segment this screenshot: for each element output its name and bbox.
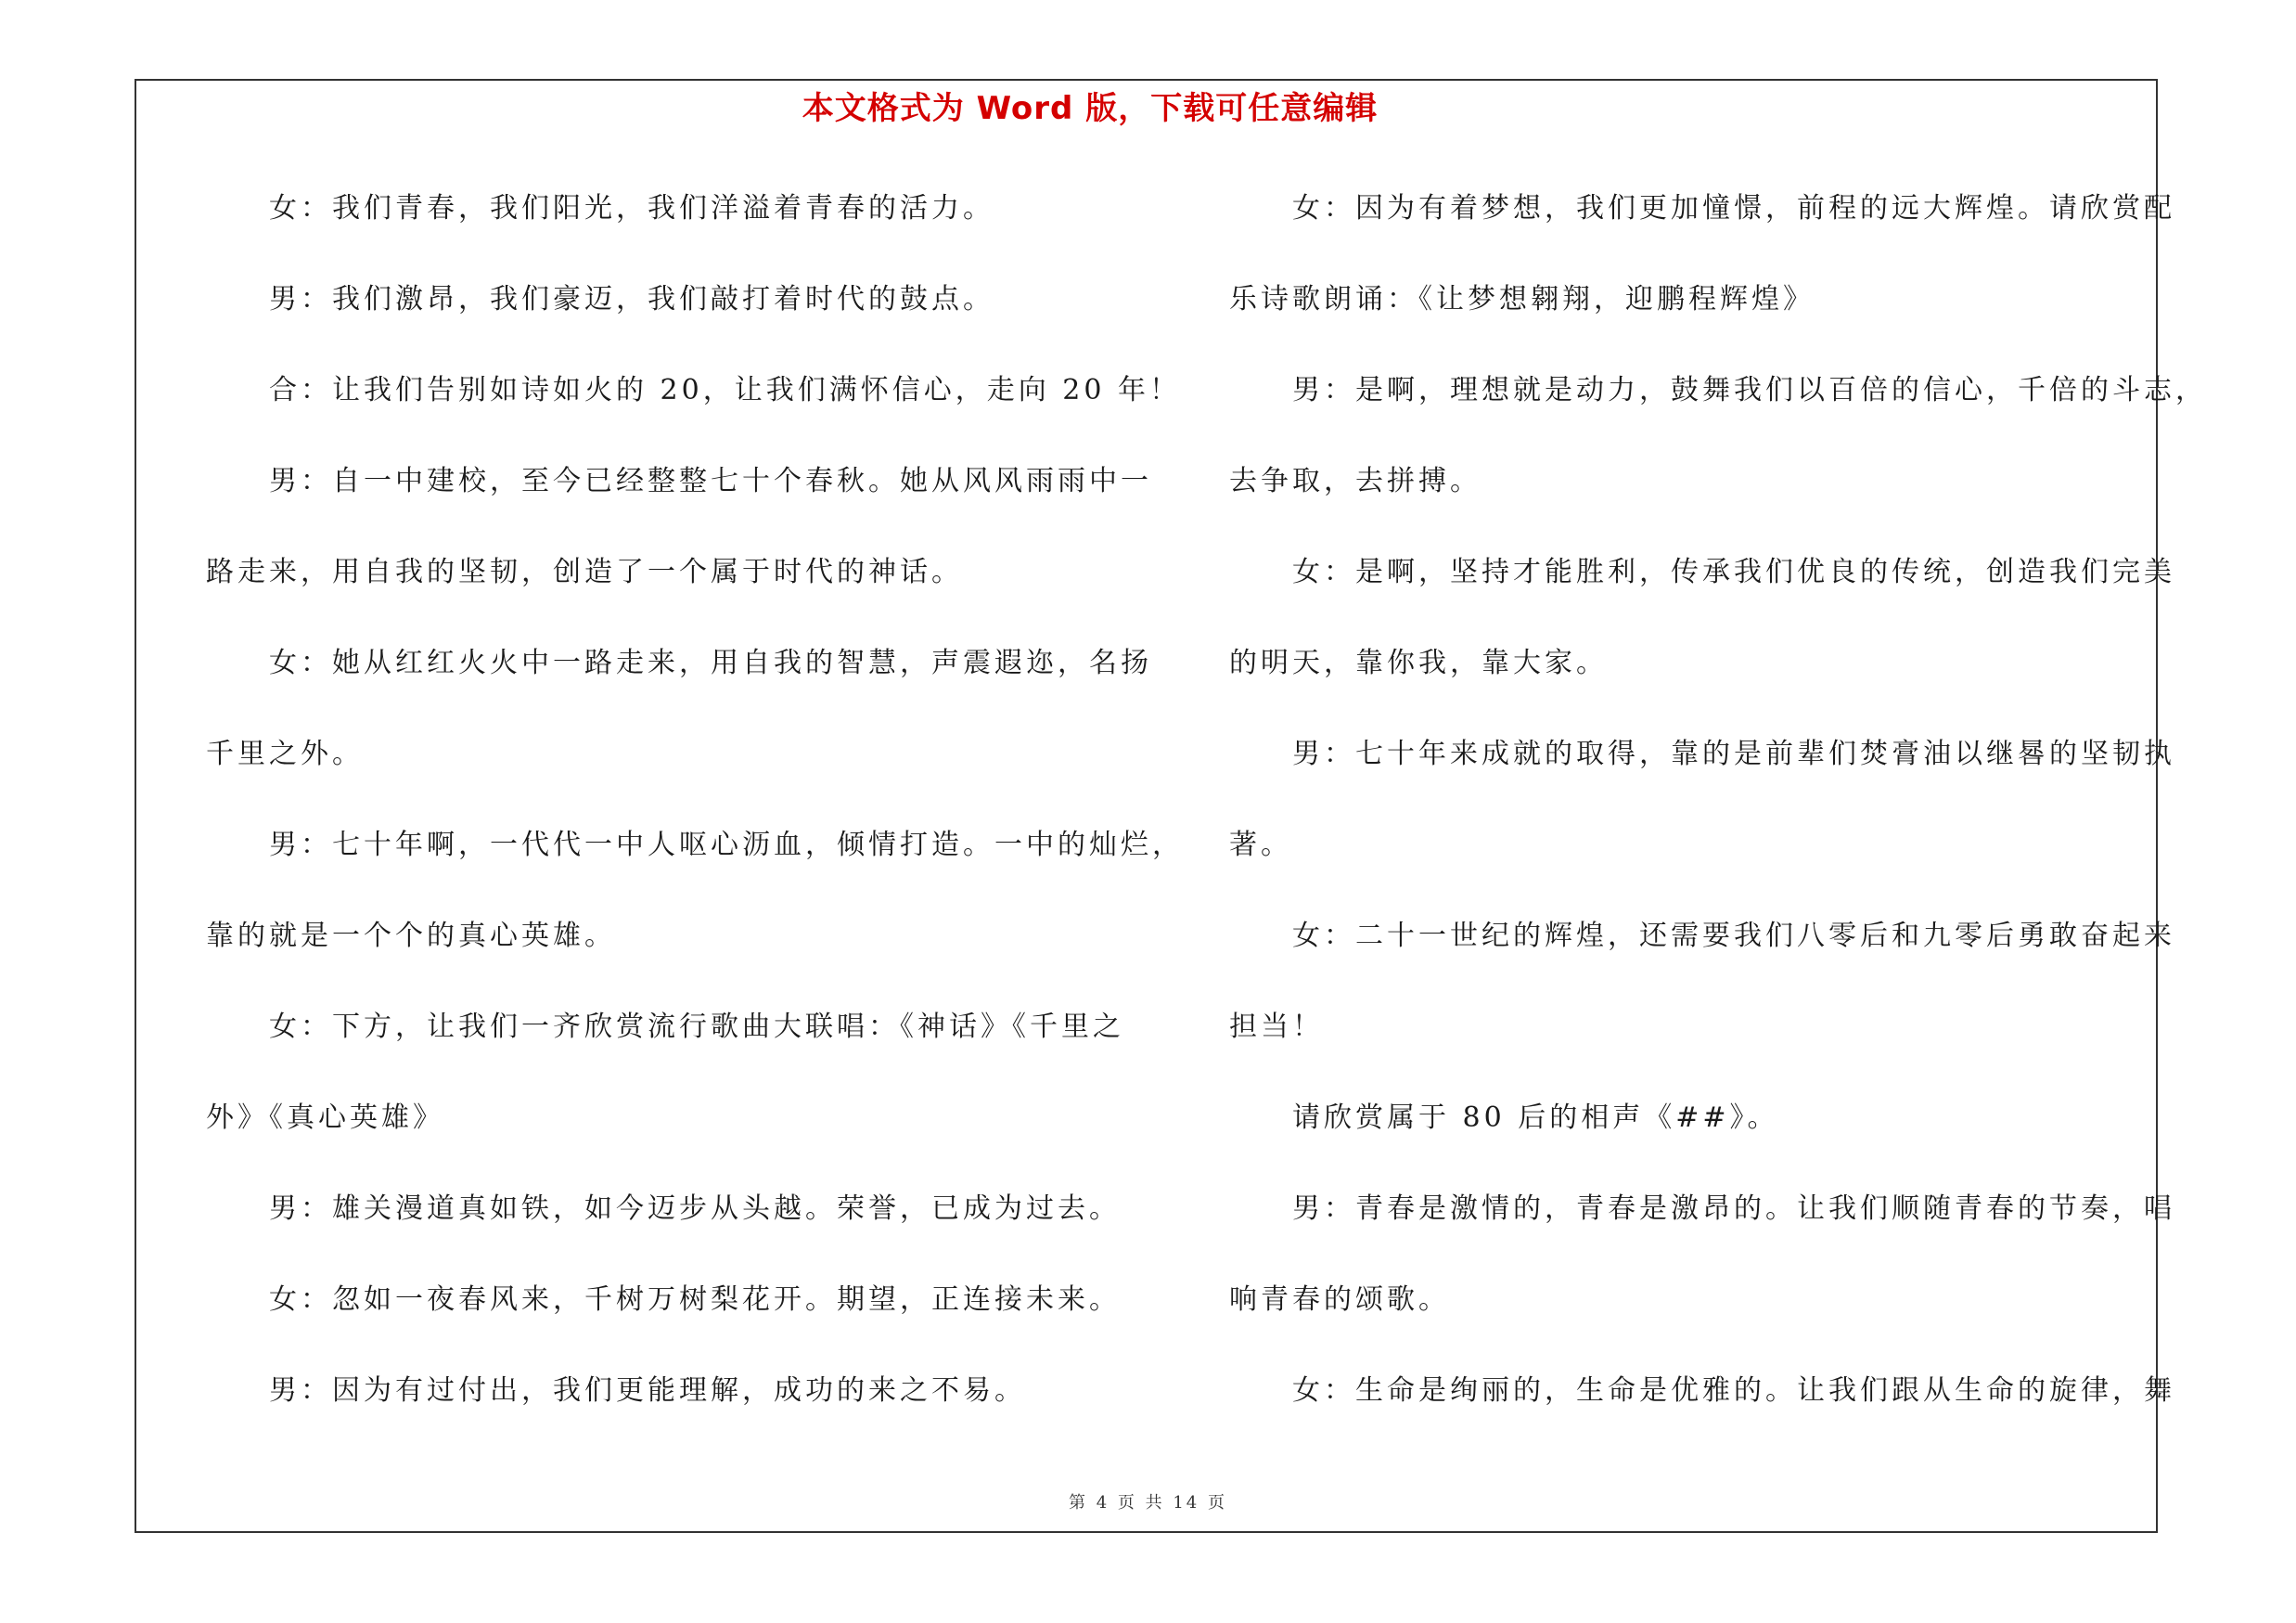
- text-line: 女：忽如一夜春风来，千树万树梨花开。期望，正连接未来。: [269, 1283, 1121, 1316]
- text-line: 的明天，靠你我，靠大家。: [1229, 647, 1608, 679]
- text-line: 女：下方，让我们一齐欣赏流行歌曲大联唱：《神话》《千里之: [269, 1011, 1124, 1043]
- text-line: 男：因为有过付出，我们更能理解，成功的来之不易。: [269, 1374, 1026, 1407]
- text-line: 女：因为有着梦想，我们更加憧憬，前程的远大辉煌。请欣赏配: [1292, 192, 2175, 225]
- text-line: 男：七十年啊，一代代一中人呕心沥血，倾情打造。一中的灿烂，: [269, 829, 1184, 861]
- text-line: 男：七十年来成就的取得，靠的是前辈们焚膏油以继晷的坚韧执: [1292, 738, 2175, 770]
- text-line: 女：生命是绚丽的，生命是优雅的。让我们跟从生命的旋律，舞: [1292, 1374, 2175, 1407]
- text-line: 担当！: [1229, 1011, 1324, 1043]
- text-line: 男：青春是激情的，青春是激昂的。让我们顺随青春的节奏，唱: [1292, 1192, 2175, 1225]
- text-line: 女：是啊，坚持才能胜利，传承我们优良的传统，创造我们完美: [1292, 556, 2175, 588]
- text-line: 外》《真心英雄》: [206, 1101, 444, 1134]
- text-line: 男：是啊，理想就是动力，鼓舞我们以百倍的信心，千倍的斗志，: [1292, 374, 2207, 406]
- text-line: 男：雄关漫道真如铁，如今迈步从头越。荣誉，已成为过去。: [269, 1192, 1121, 1225]
- text-line: 靠的就是一个个的真心英雄。: [206, 920, 616, 952]
- page-number: 第 4 页 共 14 页: [1069, 1493, 1227, 1513]
- text-line: 男：我们激昂，我们豪迈，我们敲打着时代的鼓点。: [269, 283, 994, 316]
- text-line: 合：让我们告别如诗如火的 20，让我们满怀信心，走向 20 年！: [269, 374, 1181, 406]
- format-notice-banner: 本文格式为 Word 版，下载可任意编辑: [802, 90, 1379, 127]
- text-line: 请欣赏属于 80 后的相声《##》。: [1292, 1101, 1779, 1134]
- text-line: 女：二十一世纪的辉煌，还需要我们八零后和九零后勇敢奋起来: [1292, 920, 2175, 952]
- text-line: 响青春的颂歌。: [1229, 1283, 1450, 1316]
- text-line: 乐诗歌朗诵：《让梦想翱翔，迎鹏程辉煌》: [1229, 283, 1815, 316]
- text-line: 著。: [1229, 829, 1292, 861]
- text-line: 去争取，去拼搏。: [1229, 465, 1481, 497]
- text-line: 女：她从红红火火中一路走来，用自我的智慧，声震遐迩，名扬: [269, 647, 1152, 679]
- text-line: 男：自一中建校，至今已经整整七十个春秋。她从风风雨雨中一: [269, 465, 1152, 497]
- text-line: 千里之外。: [206, 738, 364, 770]
- text-line: 路走来，用自我的坚韧，创造了一个属于时代的神话。: [206, 556, 963, 588]
- text-line: 女：我们青春，我们阳光，我们洋溢着青春的活力。: [269, 192, 994, 225]
